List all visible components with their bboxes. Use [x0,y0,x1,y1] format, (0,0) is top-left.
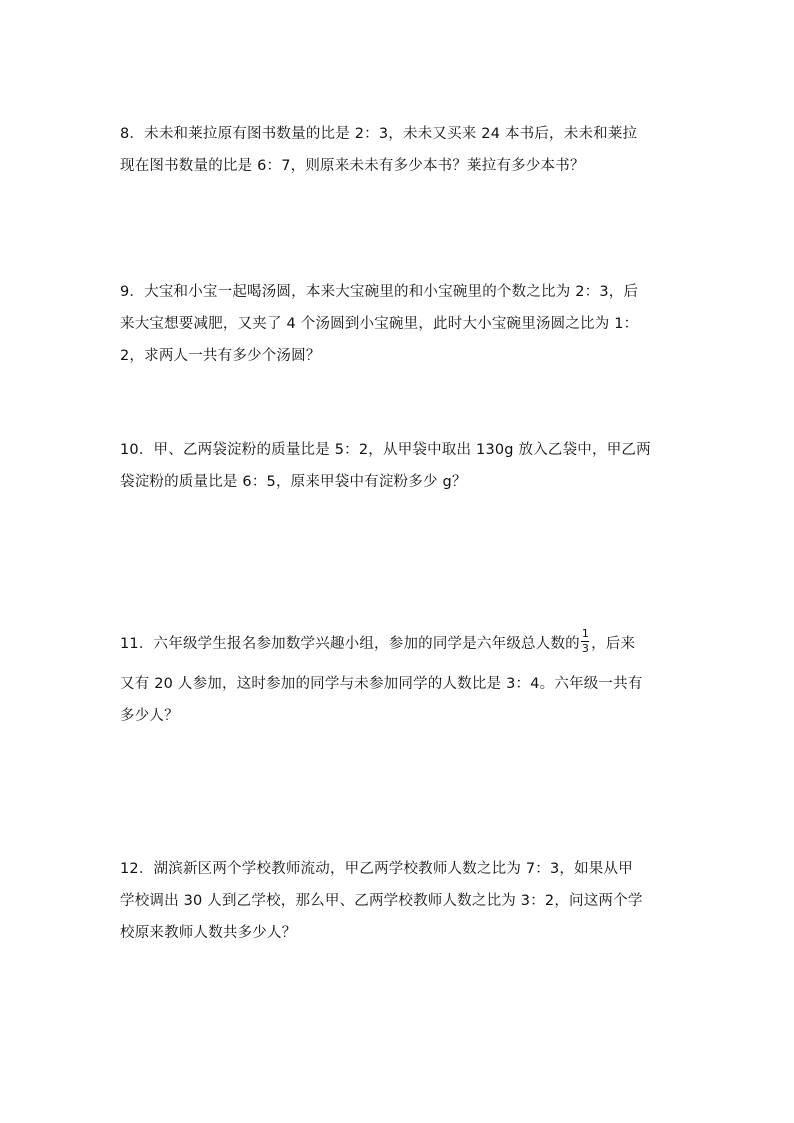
problem-line: 2，求两人一共有多少个汤圆？ [120,348,321,364]
fraction-numerator: 1 [581,626,590,640]
problem-line: 8．未未和莱拉原有图书数量的比是 2：3，未未又买来 24 本书后，未未和莱拉 [120,126,638,142]
problem-line: 10．甲、乙两袋淀粉的质量比是 5：2，从甲袋中取出 130g 放入乙袋中，甲乙两 [120,442,651,458]
problem-line: 来大宝想要减肥，又夹了 4 个汤圆到小宝碗里，此时大小宝碗里汤圆之比为 1： [120,316,639,332]
problem-11 [120,624,676,732]
problem-12 [120,853,676,949]
problem-line: 多少人？ [120,708,179,724]
problem-line: 袋淀粉的质量比是 6：5，原来甲袋中有淀粉多少 g？ [120,474,467,490]
problem-line: 12．湖滨新区两个学校教师流动，甲乙两学校教师人数之比为 7：3，如果从甲 [120,861,633,877]
fraction-one-third [581,628,590,655]
problem-text: 11．六年级学生报名参加数学兴趣小组，参加的同学是六年级总人数的 [120,636,580,652]
problem-10 [120,434,676,498]
problem-line [120,624,676,664]
problem-line: 校原来教师人数共多少人？ [120,925,297,941]
problem-line: 现在图书数量的比是 6：7，则原来未未有多少本书？莱拉有多少本书？ [120,158,585,174]
fraction-denominator: 3 [581,641,590,655]
problem-line: 学校调出 30 人到乙学校，那么甲、乙两学校教师人数之比为 3：2，问这两个学 [120,893,643,909]
problem-9 [120,276,676,372]
problem-line: 又有 20 人参加，这时参加的同学与未参加同学的人数比是 3：4。六年级一共有 [120,676,643,692]
problem-text: ，后来 [591,636,636,652]
problem-8 [120,118,676,182]
problem-line: 9．大宝和小宝一起喝汤圆，本来大宝碗里的和小宝碗里的个数之比为 2：3，后 [120,284,639,300]
